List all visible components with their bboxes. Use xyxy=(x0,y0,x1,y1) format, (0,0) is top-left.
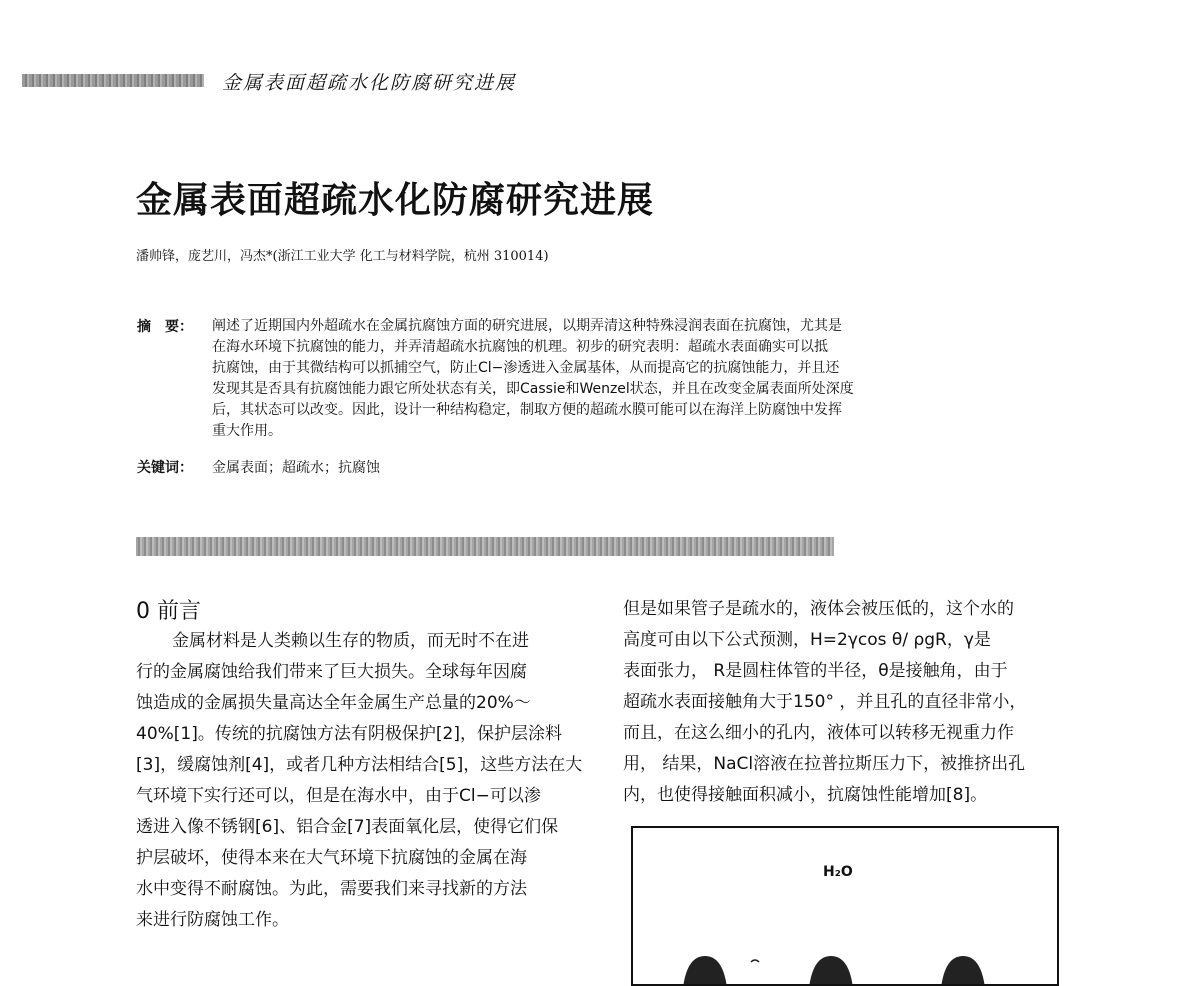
body-line: 护层破坏，使得本来在大气环境下抗腐蚀的金属在海 xyxy=(136,848,527,868)
body-line: 透进入像不锈钢[6]、铝合金[7]表面氧化层，使得它们保 xyxy=(136,817,559,837)
abstract-line: 发现其是否具有抗腐蚀能力跟它所处状态有关，即Cassie和Wenzel状态，并且在改变金属表面所处深度 xyxy=(212,381,854,397)
body-line: 表面张力， R是圆柱体管的半径，θ是接触角，由于 xyxy=(623,661,1008,681)
abstract-text xyxy=(212,316,982,442)
body-line: 但是如果管子是疏水的，液体会被压低的，这个水的 xyxy=(623,599,1014,619)
running-header-title: 金属表面超疏水化防腐研究进展 xyxy=(222,72,517,94)
water-meniscus xyxy=(751,960,759,962)
body-line: 超疏水表面接触角大于150° ，并且孔的直径非常小， xyxy=(623,692,1027,712)
header-decorative-bar xyxy=(22,74,204,87)
abstract-line: 重大作用。 xyxy=(212,423,282,439)
abstract-line: 后，其状态可以改变。因此，设计一种结构稳定，制取方便的超疏水膜可能可以在海洋上防腐蚀中发挥 xyxy=(212,402,842,418)
section-separator-bar xyxy=(136,537,834,556)
body-line: 蚀造成的金属损失量高达全年金属生产总量的20%～ xyxy=(136,693,531,713)
body-line: 行的金属腐蚀给我们带来了巨大损失。全球每年因腐 xyxy=(136,662,527,682)
body-line: 用， 结果，NaCl溶液在拉普拉斯压力下，被推挤出孔 xyxy=(623,754,1026,774)
article-title: 金属表面超疏水化防腐研究进展 xyxy=(136,180,655,221)
figure-h2o-label: H₂O xyxy=(823,864,853,880)
keywords-text: 金属表面；超疏水；抗腐蚀 xyxy=(212,460,380,476)
body-line: 而且，在这么细小的孔内，液体可以转移无视重力作 xyxy=(623,723,1014,743)
body-line: 气环境下实行还可以，但是在海水中，由于Cl−可以渗 xyxy=(136,786,541,806)
right-column xyxy=(623,594,1083,811)
body-line: 金属材料是人类赖以生存的物质，而无时不在进 xyxy=(172,631,529,651)
figure-frame xyxy=(631,826,1059,986)
body-line: [3]，缓腐蚀剂[4]，或者几种方法相结合[5]，这些方法在大 xyxy=(136,755,583,775)
abstract-line: 在海水环境下抗腐蚀的能力，并弄清超疏水抗腐蚀的机理。初步的研究表明：超疏水表面确实可以抵 xyxy=(212,339,828,355)
body-line: 来进行防腐蚀工作。 xyxy=(136,910,289,930)
keywords-label: 关键词： xyxy=(137,460,193,476)
abstract-line: 抗腐蚀，由于其微结构可以抓捕空气，防止Cl−渗透进入金属基体，从而提高它的抗腐蚀能力，并且还 xyxy=(212,360,840,376)
surface-bump xyxy=(941,956,985,986)
body-line: 水中变得不耐腐蚀。为此，需要我们来寻找新的方法 xyxy=(136,879,527,899)
surface-bump xyxy=(809,956,853,986)
surface-bump xyxy=(683,956,727,986)
abstract-line: 阐述了近期国内外超疏水在金属抗腐蚀方面的研究进展，以期弄清这种特殊浸润表面在抗腐蚀，尤其是 xyxy=(212,318,842,334)
left-column xyxy=(136,626,586,936)
abstract-label: 摘 要： xyxy=(137,319,193,335)
body-line: 内，也使得接触面积减小，抗腐蚀性能增加[8]。 xyxy=(623,785,988,805)
body-line: 高度可由以下公式预测，H=2γcos θ/ ρgR，γ是 xyxy=(623,630,991,650)
section-heading: 0 前言 xyxy=(136,599,201,624)
body-line: 40%[1]。传统的抗腐蚀方法有阴极保护[2]，保护层涂料 xyxy=(136,724,562,744)
article-authors: 潘帅锋，庞艺川，冯杰*(浙江工业大学 化工与材料学院，杭州 310014) xyxy=(136,249,549,264)
figure-illustration xyxy=(633,828,1059,986)
